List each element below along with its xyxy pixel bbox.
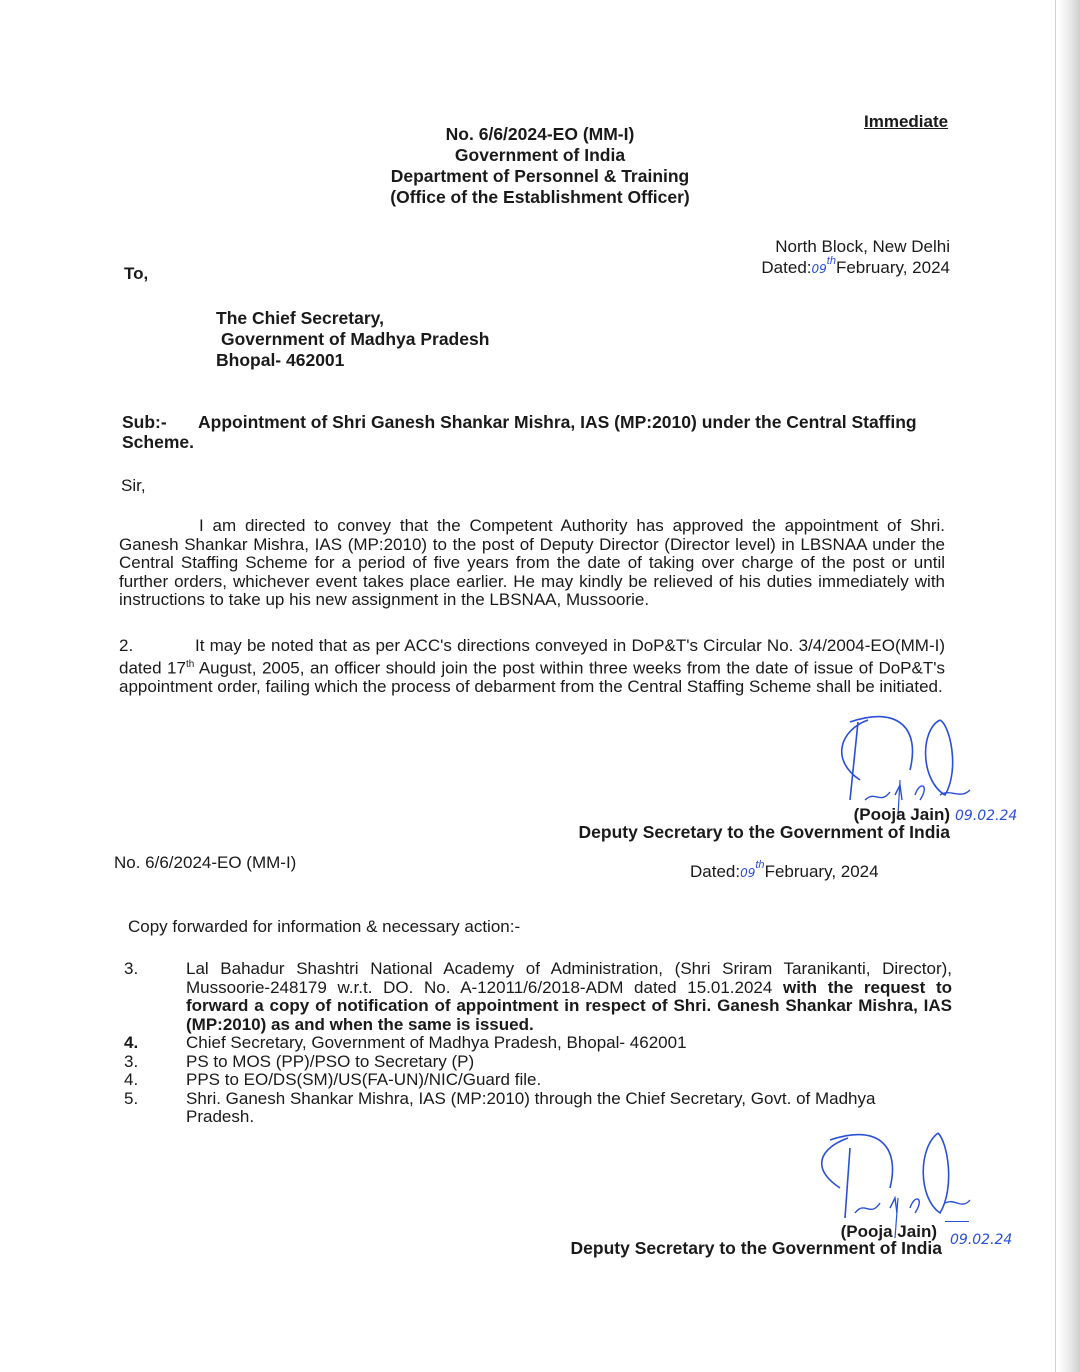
list-number: 4. [124, 1070, 139, 1089]
signatory-title-2: Deputy Secretary to the Government of India [570, 1238, 942, 1258]
list-item [124, 1053, 952, 1072]
paragraph-2 [119, 637, 945, 696]
signature-1-date: 09.02.24 [955, 808, 1018, 824]
government-name: Government of India [454, 145, 626, 165]
location: North Block, New Delhi [775, 237, 950, 256]
handwritten-day: 09 [740, 866, 756, 880]
dated-rest: February, 2024 [835, 258, 950, 277]
paragraph-number: 2. [119, 636, 134, 655]
subject-text: Appointment of Shri Ganesh Shankar Mishra, IAS (MP:2010) under the Central Staffing Scheme. [122, 412, 917, 452]
signature-2-underline [945, 1221, 969, 1222]
dated-label: Dated: [690, 862, 741, 881]
dated-line [761, 257, 950, 281]
page-edge-line [1055, 0, 1056, 1372]
department-name: Department of Personnel & Training [390, 166, 690, 186]
list-number: 4. [124, 1033, 139, 1052]
office-name: (Office of the Establishment Officer) [390, 187, 690, 207]
dated-rest: February, 2024 [764, 862, 879, 881]
list-text: Chief Secretary, Government of Madhya Pradesh, Bhopal- 462001 [186, 1033, 687, 1052]
list-item [124, 1071, 952, 1090]
handwritten-suffix: th [826, 255, 836, 267]
list-text-bold: with the request to forward a copy of notification of appointment in respect of Shri. Ganesh Shankar Mishra, IAS (MP:2010) as and when the same is issued. [186, 977, 953, 1034]
recipient-address [216, 308, 489, 371]
subject-label: Sub:- [122, 412, 167, 432]
signatory-name-2: (Pooja Jain) [840, 1222, 937, 1241]
copy-forwarded-intro: Copy forwarded for information & necessary action:- [128, 917, 521, 936]
paragraph-2-text-b: August, 2005, an officer should join the post within three weeks from the date of issue of DoP&T's appointment order, failing which the process of debarment from the Central Staffing Scheme shall be initiated. [119, 658, 945, 696]
to-label: To, [124, 264, 149, 283]
signatory-title-1: Deputy Secretary to the Government of India [578, 822, 950, 842]
list-text: Lal Bahadur Shashtri National Academy of Administration, (Shri Sriram Taranikanti, Director), Mussoorie-248179 w.r.t. DO. No. A-12011/6/2018-ADM dated 15.01.2024 [186, 959, 952, 997]
dated-label: Dated: [761, 258, 812, 277]
address-line: Government of Madhya Pradesh [221, 329, 490, 349]
priority-label: Immediate [864, 112, 949, 131]
list-text: Shri. Ganesh Shankar Mishra, IAS (MP:2010) through the Chief Secretary, Govt. of Madhya Pradesh. [186, 1088, 876, 1126]
file-number: No. 6/6/2024-EO (MM-I) [445, 124, 635, 144]
list-number: 5. [124, 1088, 139, 1108]
copy-file-number: No. 6/6/2024-EO (MM-I) [114, 853, 297, 872]
list-item [124, 1034, 952, 1053]
subject-line [122, 412, 950, 452]
handwritten-suffix: th [755, 859, 765, 871]
signatory-name-1: (Pooja Jain) [853, 805, 950, 824]
handwritten-day: 09 [811, 262, 827, 276]
address-line: Bhopal- 462001 [216, 350, 345, 370]
page-edge-shadow [1058, 0, 1080, 1372]
place-and-date [761, 236, 950, 281]
paragraph-1: I am directed to convey that the Competent Authority has approved the appointment of Shri. Ganesh Shankar Mishra, IAS (MP:2010) to the post of Deputy Director (Director level) in LBSNAA under the Central Staffing Scheme for a period of five years from the date of taking over charge of the post or until further orders, whichever event takes place earlier. He may kindly be relieved of his duties immediately with instructions to take up his new assignment in the LBSNAA, Mussoorie. [119, 516, 945, 609]
copy-dated-line [690, 859, 879, 882]
copy-list [124, 960, 952, 1127]
signature-2-date: 09.02.24 [950, 1232, 1013, 1248]
salutation: Sir, [121, 476, 146, 495]
ordinal-suffix: th [185, 658, 195, 670]
list-item [124, 960, 952, 1034]
list-text: PS to MOS (PP)/PSO to Secretary (P) [186, 1051, 475, 1071]
paragraph-2-text-a: It may be noted that as per ACC's directions conveyed in DoP&T's Circular No. 3/4/2004-EO(MM-I) dated 17 [119, 636, 945, 678]
letterhead [360, 124, 720, 208]
list-text: PPS to EO/DS(SM)/US(FA-UN)/NIC/Guard file. [186, 1070, 542, 1089]
list-number: 3. [124, 1051, 139, 1071]
address-line: The Chief Secretary, [216, 308, 384, 328]
list-number: 3. [124, 959, 139, 978]
